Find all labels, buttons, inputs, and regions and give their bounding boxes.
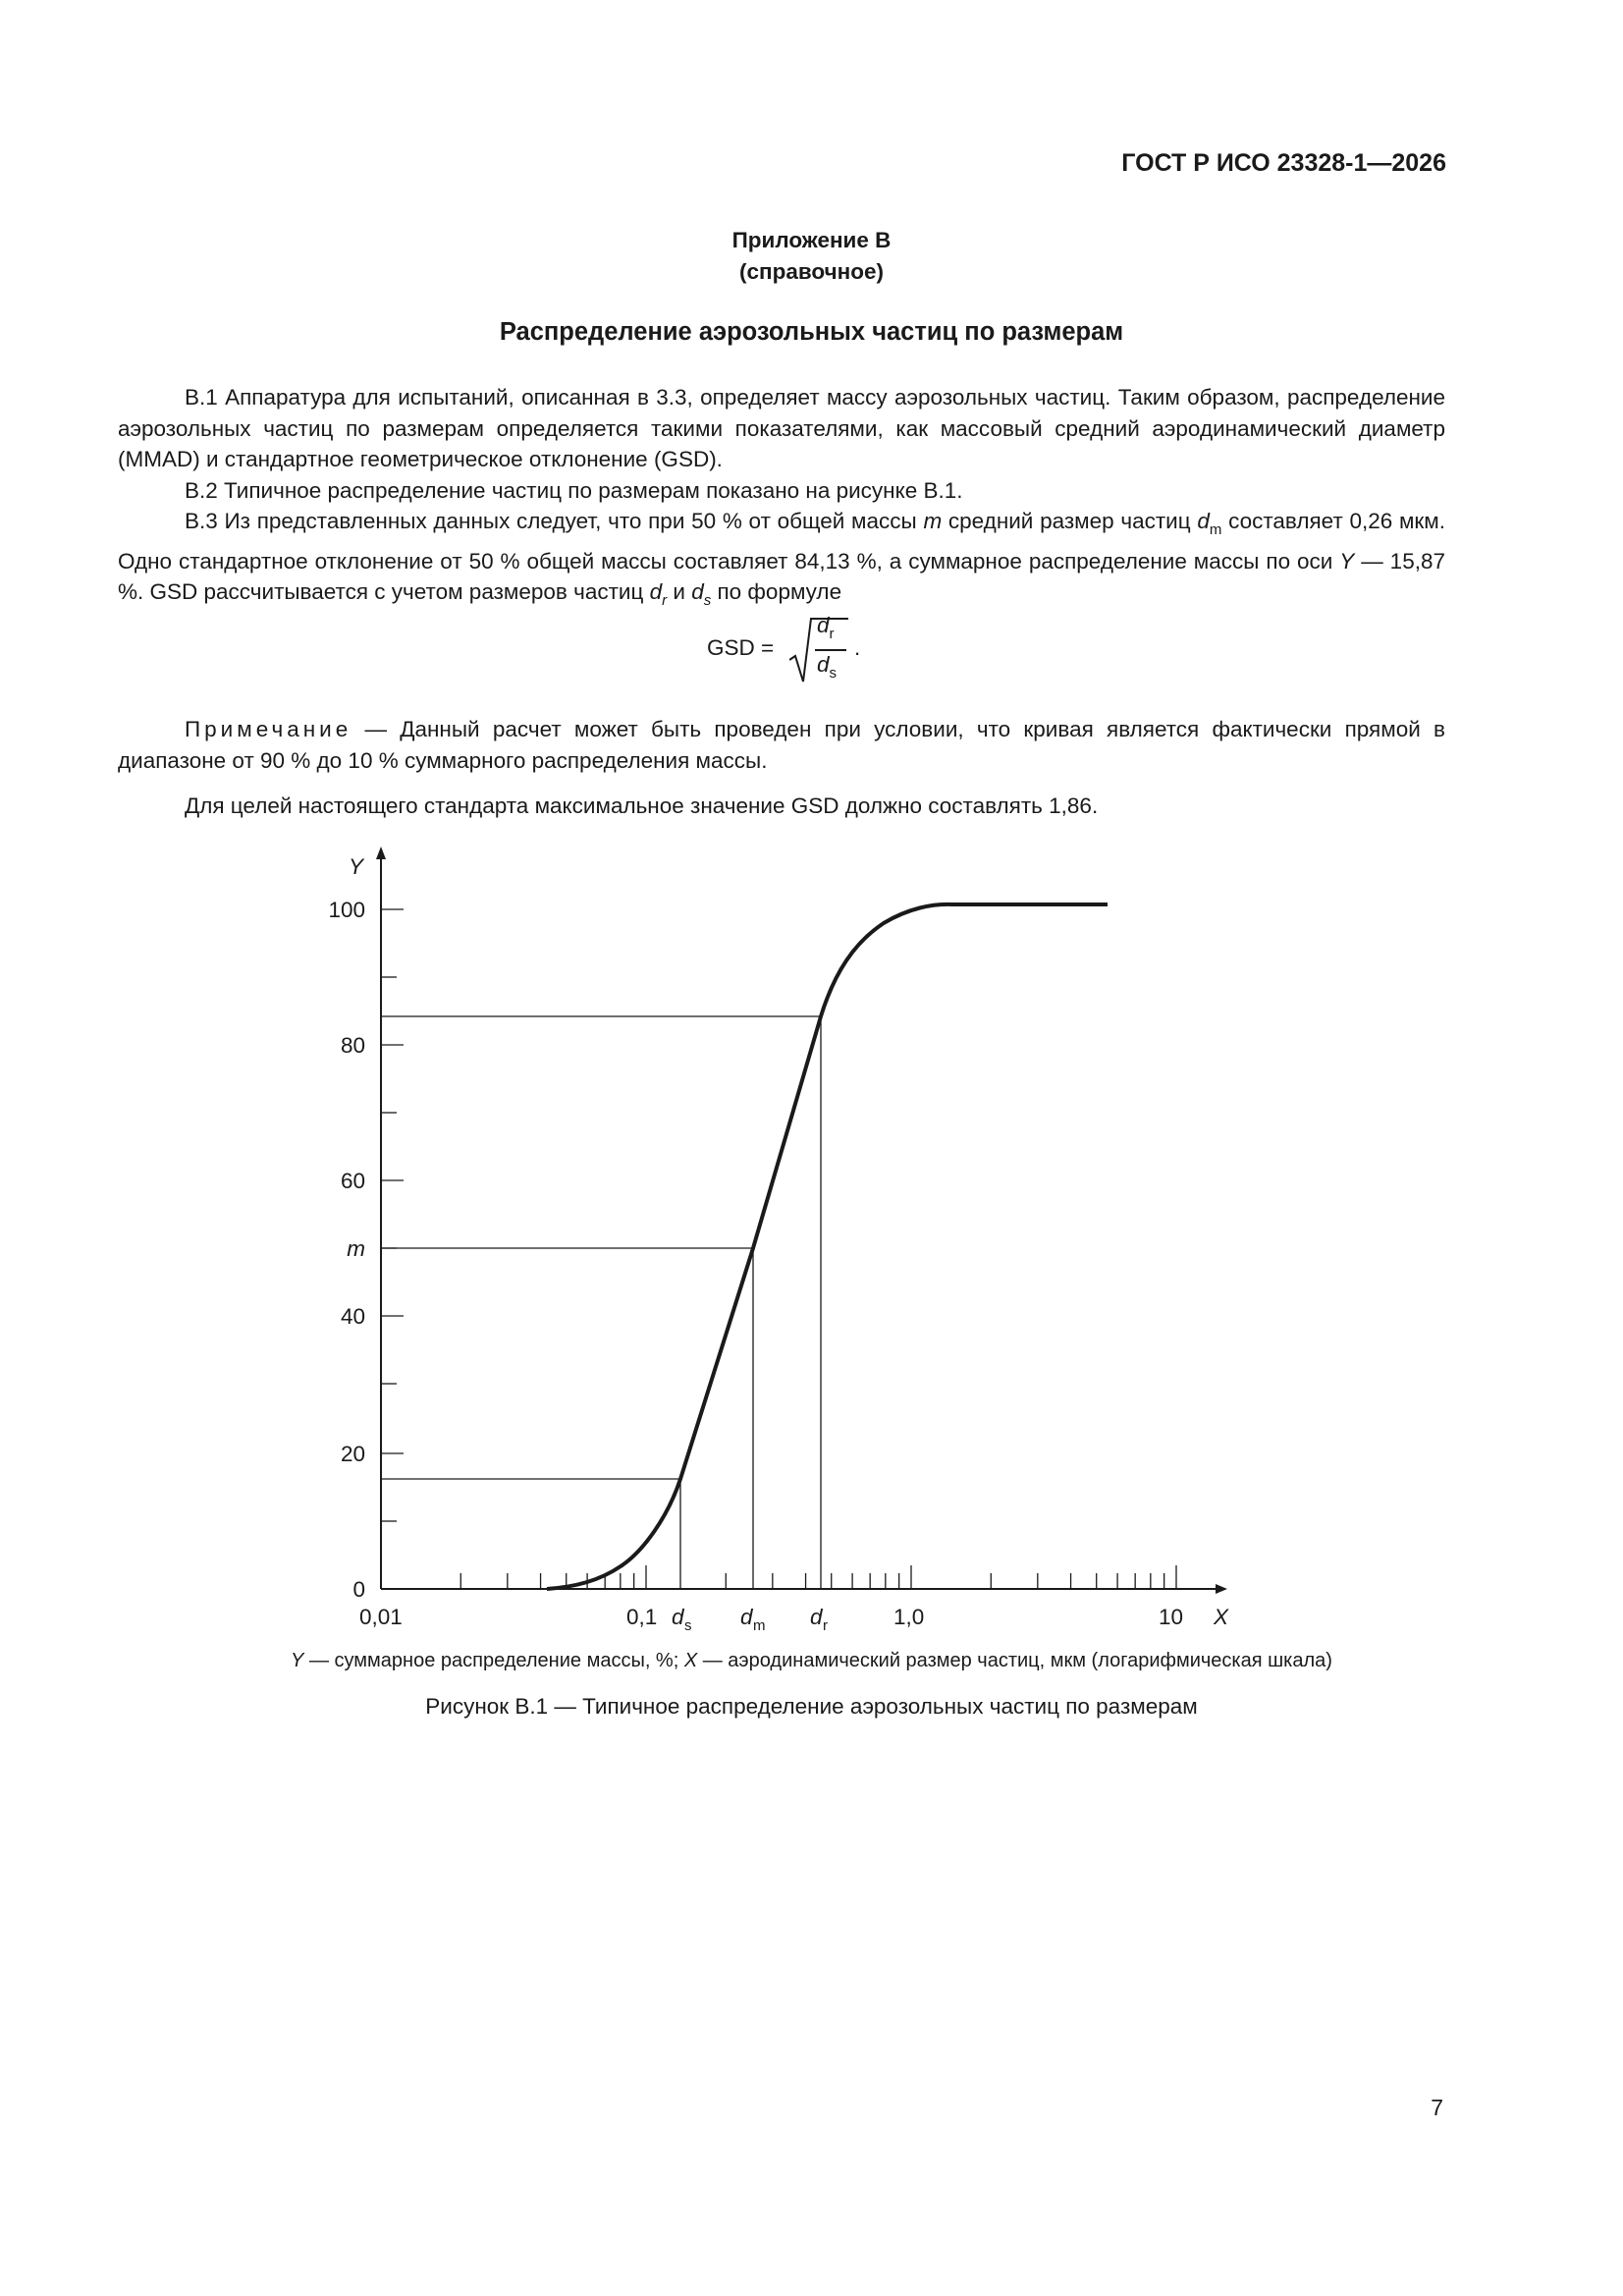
marker-dr-label — [810, 1605, 828, 1634]
paragraph-gsd-limit: Для целей настоящего стандарта максимальное значение GSD должно составлять 1,86. — [185, 793, 1099, 818]
svg-text:d: d — [810, 1605, 823, 1629]
y-tick-labels — [328, 898, 365, 1602]
formula-period: . — [854, 635, 861, 660]
svg-text:s: s — [684, 1617, 692, 1634]
note-text: — Данный расчет может быть проведен при условии, что кривая является фактически прямой в диапазоне от 90 % до 10 % суммарного распределения массы. — [118, 717, 1445, 773]
x-tick-label-1-0: 1,0 — [893, 1605, 925, 1629]
figure-caption: Рисунок В.1 — Типичное распределение аэрозольных частиц по размерам — [425, 1694, 1198, 1719]
document-code: ГОСТ Р ИСО 23328-1—2026 — [1121, 149, 1446, 177]
marker-ds-label — [672, 1605, 692, 1634]
x-tick-labels — [359, 1605, 1183, 1629]
note-label: Примечание — [185, 717, 352, 741]
paragraph-b2: В.2 Типичное распределение частиц по размерам показано на рисунке В.1. — [185, 477, 963, 503]
paragraph-b3: В.3 Из представленных данных следует, что при 50 % от общей массы m средний размер частиц $d_m$ составляет 0,26 мкм. Одно стандартное отклонение от 50 % общей массы составляет 84,13 %, а суммарное распределение массы по оси Y — 15,87 %. GSD рассчитывается с учетом размеров частиц $d_r$ и $d_s$ по формуле — [118, 509, 1445, 609]
formula-lhs: GSD = — [707, 635, 775, 660]
x-axis-arrow-icon — [1216, 1584, 1227, 1594]
distribution-curve — [547, 904, 1108, 1589]
y-tick-label-100: 100 — [328, 898, 365, 922]
x-tick-label-10: 10 — [1159, 1605, 1184, 1629]
y-tick-label-20: 20 — [340, 1442, 365, 1466]
y-tick-label-40: 40 — [340, 1304, 365, 1329]
svg-text:d: d — [672, 1605, 684, 1629]
formula-denominator: $d_s$ — [817, 652, 838, 682]
y-tick-label-0: 0 — [352, 1577, 365, 1602]
y-axis-label: Y — [349, 854, 364, 879]
y-tick-label-60: 60 — [340, 1169, 365, 1193]
marker-dm-label — [740, 1605, 766, 1634]
x-tick-label-0-01: 0,01 — [359, 1605, 403, 1629]
x-tick-label-0-1: 0,1 — [626, 1605, 658, 1629]
figure-legend-keys: Y — суммарное распределение массы, %; X — аэродинамический размер частиц, мкм (логарифмическая шкала) — [291, 1650, 1332, 1671]
svg-text:r: r — [823, 1617, 828, 1634]
section-title: Распределение аэрозольных частиц по размерам — [499, 318, 1124, 346]
formula-numerator: $d_r$ — [817, 613, 835, 642]
y-ticks — [381, 909, 404, 1521]
appendix-title: Приложение В — [731, 228, 892, 252]
svg-text:d: d — [740, 1605, 753, 1629]
page-number: 7 — [1431, 2095, 1443, 2120]
y-tick-label-80: 80 — [340, 1033, 365, 1058]
y-axis-arrow-icon — [376, 847, 386, 859]
y-tick-label-m: m — [347, 1236, 365, 1261]
svg-text:m: m — [753, 1617, 766, 1634]
appendix-subtitle: (справочное) — [739, 259, 884, 284]
x-axis-label: X — [1214, 1605, 1229, 1629]
paragraph-b1: В.1 Аппаратура для испытаний, описанная в 3.3, определяет массу аэрозольных частиц. Таким образом, распределение аэрозольных частиц по размерам определяется такими показателями, как массовый средний аэродинамический диаметр (MMAD) и стандартное геометрическое отклонение (GSD). — [118, 385, 1445, 471]
